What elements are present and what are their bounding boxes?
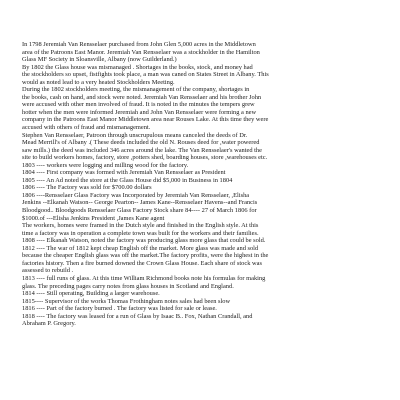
text-line: 1808 ---- Elkanah Watson, noted the factory was producing glass more glass that could be sold. xyxy=(22,237,266,245)
text-line: Bloodgood.. Bloodgoods Rensselaer Glass Factory Stock share 84---- 27 of March 1806 for xyxy=(22,207,257,215)
text-line: 1818 ---- The factory was leased for a run of Glass by Isaac B.. Fox, Nathan Crandall, and xyxy=(22,312,253,320)
text-line: $1000.of ---Elisha Jenkins President ,James Kane agent xyxy=(22,214,165,222)
text-line: factories history. Then a fire burned downed the Crown Glass House. Each share of stock was xyxy=(22,259,262,267)
text-line: 1813 ---- full runs of glass. At this time William Richmond books note his formulas for making xyxy=(22,274,266,282)
text-line: were accused with other men involved of fraud. It is noted in the minutes the tempers grew xyxy=(22,101,255,109)
text-line: Jenkins --Elkanah Watson-- George Pearton-- James Kane--Rensselaer Havens--and Francis xyxy=(22,199,258,207)
text-line: the stockholders so upset, fistfights took place, a man was caned on States Street in Albany. This xyxy=(22,71,269,79)
text-line: glass. The preceding pages carry notes from glass houses in Scotland and England. xyxy=(22,282,234,290)
text-line: 1815---- Supervisor of the works Thomas Frothingham notes sales had been slow xyxy=(22,297,231,305)
text-line: time a factory was in operation a complete town was built for the workers and their families. xyxy=(22,229,259,237)
text-line: the books, cash on hand, and stock were noted. Jeremiah Van Rensselaer and his brother John xyxy=(22,93,262,101)
text-line: 1803 ---- workers were logging and milling wood for the factory. xyxy=(22,161,189,169)
text-line: because the cheaper English glass was off the market.The factory profits, were the highest in the xyxy=(22,252,269,260)
text-line: 1804 ---- First company was formed with Jeremiah Van Rensselaer as President xyxy=(22,169,226,177)
text-line: 1806 ----Rensselaer Glass Factory was Incorporated by Jeremiah Van Rensselaer, ,Elisha xyxy=(22,191,250,199)
text-line: Abraham P. Gregory. xyxy=(22,320,76,328)
text-line: would as noted lead to a very heated Stockholders Meeting. xyxy=(22,78,175,86)
text-line: Glass MF Society in Sloansville, Albany (now Guilderland.) xyxy=(22,56,177,64)
text-line: hotter when the men were informed Jeremiah and John Van Rensselaer were forming a new xyxy=(22,108,257,116)
text-line: By 1802 the Glass house was mismanaged . Shortages in the books, stock, and money had xyxy=(22,63,253,71)
text-line: Mead Merrill's of Albany .( These deeds included the old N. Rouses deed for ,water powered xyxy=(22,139,260,147)
text-line: 1805 ---- An Ad noted the store at the Glass House did $5,000 in Business in 1804 xyxy=(22,176,233,184)
text-line: company in the Patroons East Manor Middletown area near Rouses Lake. At this time they were xyxy=(22,116,269,124)
text-line: 1814 ---- Still operating, Building a larger warehouse. xyxy=(22,290,160,298)
text-line: The workers, homes were framed in the Dutch style and finished in the English style. At this xyxy=(22,222,259,230)
text-line: site to build workers homes, factory, store ,potters shed, boarding houses, store ,warehouses etc. xyxy=(22,154,268,162)
text-line: In 1798 Jeremiah Van Rensselaer purchased from John Glen 5,000 acres in the Middletown xyxy=(22,41,256,48)
text-line: assessed to rebuild . xyxy=(22,267,74,275)
text-line: area of the Patroons East Manor. Jeremiah Van Rensselaer was a stockholder in the Hamilton xyxy=(22,48,260,56)
text-line: 1812 ---- The war of 1812 kept cheap English off the market. More glass was made and sold xyxy=(22,244,259,252)
text-line: saw mills.) the deed was included 346 acres around the lake. The Van Rensselaer's wanted the xyxy=(22,146,262,154)
text-line: 1816 ---- Part of the factory burned . The factory was listed for sale or lease. xyxy=(22,305,217,313)
text-line: 1806 ---- The Factory was sold for $700.00 dollars xyxy=(22,184,152,192)
text-line: accused with others of fraud and mismanagement. xyxy=(22,124,151,132)
text-line: Stephen Van Rensselaer, Patroon through unscrupulous means canceled the deeds of Dr. xyxy=(22,131,248,139)
text-line: During the 1802 stockholders meeting, the mismanagement of the company, shortages in xyxy=(22,86,250,94)
document-body xyxy=(22,41,394,328)
